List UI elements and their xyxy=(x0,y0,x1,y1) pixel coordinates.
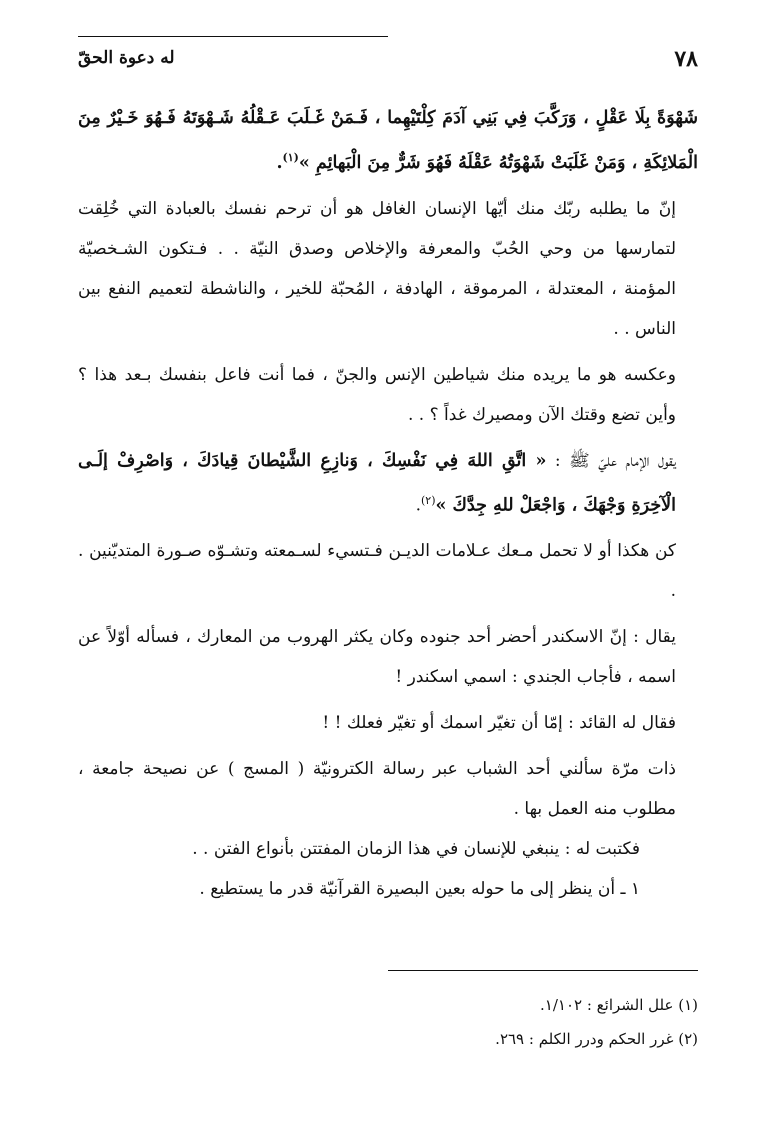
page-number: ٧٨ xyxy=(674,46,698,72)
footnote-number: (٢) xyxy=(678,1030,698,1048)
footnotes xyxy=(78,988,698,1056)
header-rule xyxy=(78,36,388,37)
sentence-end: . xyxy=(415,495,421,516)
footnote-rule xyxy=(388,970,698,971)
hadith-text: شَهْوَةً بِلَا عَقْلٍ ، وَرَكَّبَ فِي بَنِي آدَمَ كِلْتَيْهِما ، فَـمَنْ غَـلَبَ عَـقْلُهُ شَـهْوَتَهُ فَـهُوَ خَـيْرٌ مِنَ الْمَلائِكَةِ ، وَمَنْ غَلَبَتْ شَهْوَتُهُ عَقْلَهُ فَهُوَ شَرٌّ مِنَ الْبَهائِمِ » xyxy=(78,108,698,173)
sentence-end: . xyxy=(276,152,283,173)
footnote-text: علل الشرائع : ١/١٠٢. xyxy=(540,996,674,1014)
page-body xyxy=(78,98,698,909)
paragraph-sms-question: ذات مرّة سألني أحد الشباب عبر رسالة الكترونيّة ( المسج ) عن نصيحة جامعة ، مطلوب منه العمل بها . xyxy=(78,759,676,820)
quote-text: « اتَّقِ اللهَ فِي نَفْسِكَ ، وَنازِعِ الشَّيْطانَ قِيادَكَ ، وَاصْرِفْ إلَـى الْآخِرَةِ وَجْهَكَ ، وَاجْعَلْ للهِ جِدَّكَ » xyxy=(78,450,676,516)
footnote-1 xyxy=(78,988,698,1022)
footnote-ref-1: (١) xyxy=(282,151,299,164)
footnote-ref-2: (٢) xyxy=(421,493,436,507)
footnote-number: (١) xyxy=(678,996,698,1014)
footnote-text: غرر الحكم ودرر الكلم : ٢٦٩. xyxy=(495,1030,674,1048)
paragraph-imam-ali-quote xyxy=(78,441,698,526)
paragraph-commander-reply: فقال له القائد : إمّا أن تغيّر اسمك أو تغيّر فعلك ! ! xyxy=(322,713,676,734)
list-item-1: ١ ـ أن ينظر إلى ما حوله بعين البصيرة القرآنيّة قدر ما يستطيع . xyxy=(199,879,640,900)
footnote-2 xyxy=(78,1022,698,1056)
paragraph-alexander-story: يقال : إنّ الاسكندر أحضر أحد جنوده وكان يكثر الهروب من المعارك ، فسأله أوّلاً عن اسمه ، فأجاب الجندي : اسمي اسكندر ! xyxy=(78,627,676,688)
paragraph-be-like-this: كن هكذا أو لا تحمل مـعك عـلامات الديـن فـتسيء لسـمعته وتشـوّه صـورة المتديّنين . . xyxy=(78,541,676,602)
paragraph-opposite: وعكسه هو ما يريده منك شياطين الإنس والجنّ ، فما أنت فاعل بنفسك بـعد هذا ؟ وأين تضع وقتك الآن ومصيرك غداً ؟ . . xyxy=(78,364,676,425)
running-title: له دعوة الحقّ xyxy=(78,48,175,68)
quote-lead: يقول الإمام عليّ ﷺ : xyxy=(546,450,676,471)
paragraph-reply: فكتبت له : ينبغي للإنسان في هذا الزمان المفتتن بأنواع الفتن . . xyxy=(192,839,640,860)
page-header xyxy=(78,38,698,72)
paragraph-worship: إنّ ما يطلبه ربّك منك أيّها الإنسان الغافل هو أن ترحم نفسك بالعبادة التي خُلِقت لتمارسها من وحي الحُبّ والمعرفة والإخلاص وصدق النيّة . . فـتكون الشـخصيّة المؤمنة ، المعتدلة ، المرموقة ، الهادفة ، المُحبّة للخير ، والناشطة لتعميم النفع بين الناس . . xyxy=(78,198,676,339)
paragraph-hadith-continuation xyxy=(78,98,698,183)
